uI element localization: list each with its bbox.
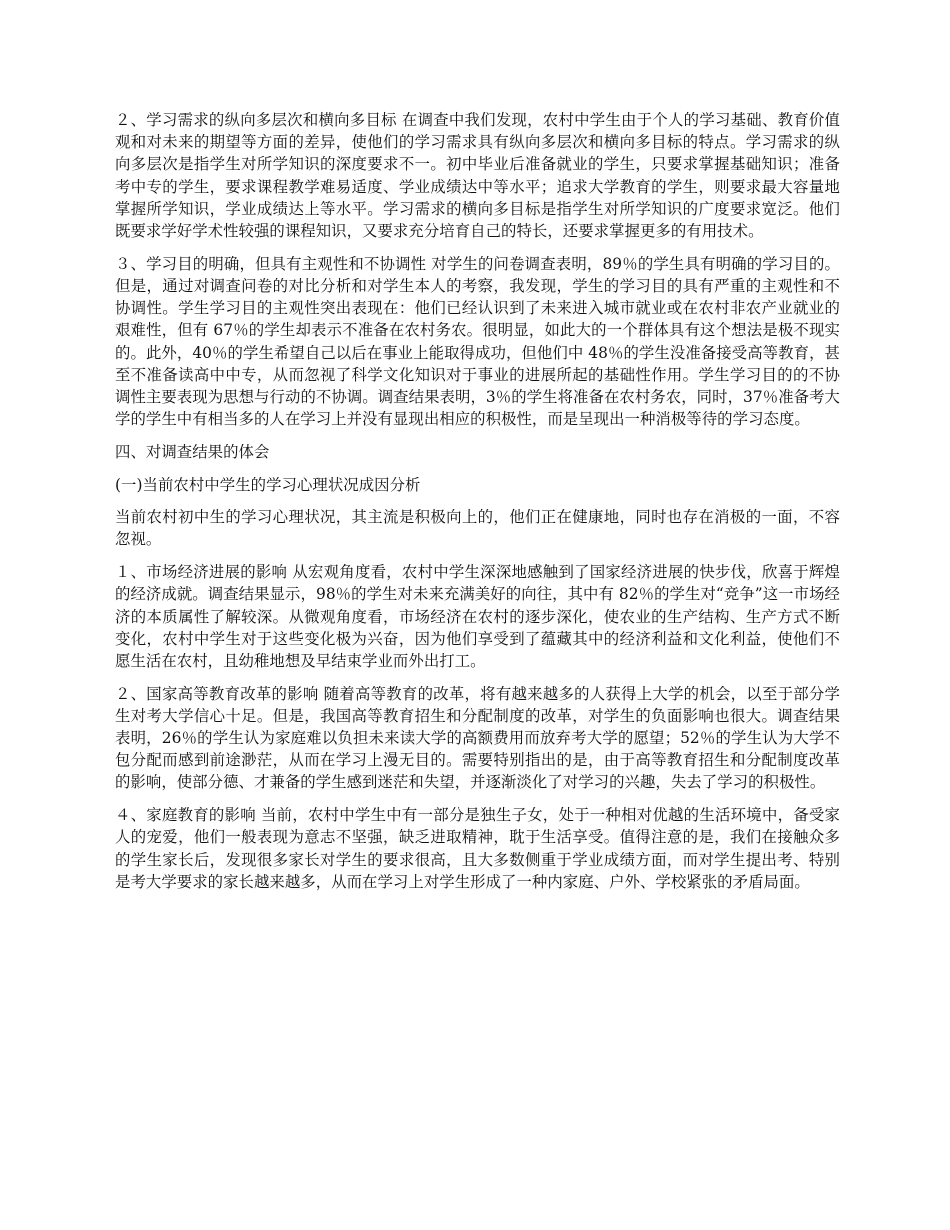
- paragraph-learning-goals: ３、学习目的明确，但具有主观性和不协调性 对学生的问卷调查表明，89％的学生具有明确的学习目的。但是，通过对调查问卷的对比分析和对学生本人的考察，我发现，学生的学习目的具有严重的主观性和不协调性。学生学习目的主观性突出表现在：他们已经认识到了未来进入城市就业或在农村非农产业就业的艰难性，但有 67％的学生却表示不准备在农村务农。很明显，如此大的一个群体具有这个想法是极不现实的。此外，40％的学生希望自己以后在事业上能取得成功，但他们中 48％的学生没准备接受高等教育，甚至不准备读高中中专，从而忽视了科学文化知识对于事业的进展所起的基础性作用。学生学习目的的不协调性主要表现为思想与行动的不协调。调查结果表明，3％的学生将准备在农村务农，同时，37％准备考大学的学生中有相当多的人在学习上并没有显现出相应的积极性，而是呈现出一种消极等待的学习态度。: [115, 254, 840, 429]
- paragraph-higher-education-reform: ２、国家高等教育改革的影响 随着高等教育的改革，将有越来越多的人获得上大学的机会，以至于部分学生对考大学信心十足。但是，我国高等教育招生和分配制度的改革，对学生的负面影响也很大。调查结果表明，26％的学生认为家庭难以负担未来读大学的高额费用而放弃考大学的愿望；52％的学生认为大学不包分配而感到前途渺茫，从而在学习上漫无目的。需要特别指出的是，由于高等教育招生和分配制度改革的影响，使部分德、才兼备的学生感到迷茫和失望，并逐渐淡化了对学习的兴趣，失去了学习的积极性。: [115, 684, 840, 792]
- section-heading-survey-reflection: 四、对调查结果的体会: [115, 442, 270, 461]
- document-body: [115, 109, 840, 904]
- paragraph-overview: 当前农村初中生的学习心理状况，其主流是积极向上的，他们正在健康地，同时也存在消极的一面，不容忽视。: [115, 508, 840, 549]
- paragraph-market-economy: １、市场经济进展的影响 从宏观角度看，农村中学生深深地感触到了国家经济进展的快步伐，欣喜于辉煌的经济成就。调查结果显示，98％的学生对未来充满美好的向往，其中有 82％的学生对“竞争”这一市场经济的本质属性了解较深。从微观角度看，市场经济在农村的逐步深化，使农业的生产结构、生产方式不断变化，农村中学生对于这些变化极为兴奋，因为他们享受到了蕴藏其中的经济利益和文化利益，使他们不愿生活在农村，且幼稚地想及早结束学业而外出打工。: [115, 563, 840, 670]
- subsection-heading-cause-analysis: (一)当前农村中学生的学习心理状况成因分析: [115, 475, 421, 494]
- paragraph-family-education: ４、家庭教育的影响 当前，农村中学生中有一部分是独生子女，处于一种相对优越的生活环境中，备受家人的宠爱，他们一般表现为意志不坚强，缺乏进取精神，耽于生活享受。值得注意的是，我们在接触众多的学生家长后，发现很多家长对学生的要求很高，且大多数侧重于学业成绩方面，而对学生提出考、特别是考大学要求的家长越来越多，从而在学习上对学生形成了一种内家庭、户外、学校紧张的矛盾局面。: [115, 806, 840, 891]
- paragraph-learning-needs: ２、学习需求的纵向多层次和横向多目标 在调查中我们发现，农村中学生由于个人的学习基础、教育价值观和对未来的期望等方面的差异，使他们的学习需求具有纵向多层次和横向多目标的特点。学习需求的纵向多层次是指学生对所学知识的深度要求不一。初中毕业后准备就业的学生，只要求掌握基础知识；准备考中专的学生，要求课程教学难易适度、学业成绩达中等水平；追求大学教育的学生，则要求最大容量地掌握所学知识，学业成绩达上等水平。学习需求的横向多目标是指学生对所学知识的广度要求宽泛。他们既要求学好学术性较强的课程知识，又要求充分培育自己的特长，还要求掌握更多的有用技术。: [115, 111, 840, 241]
